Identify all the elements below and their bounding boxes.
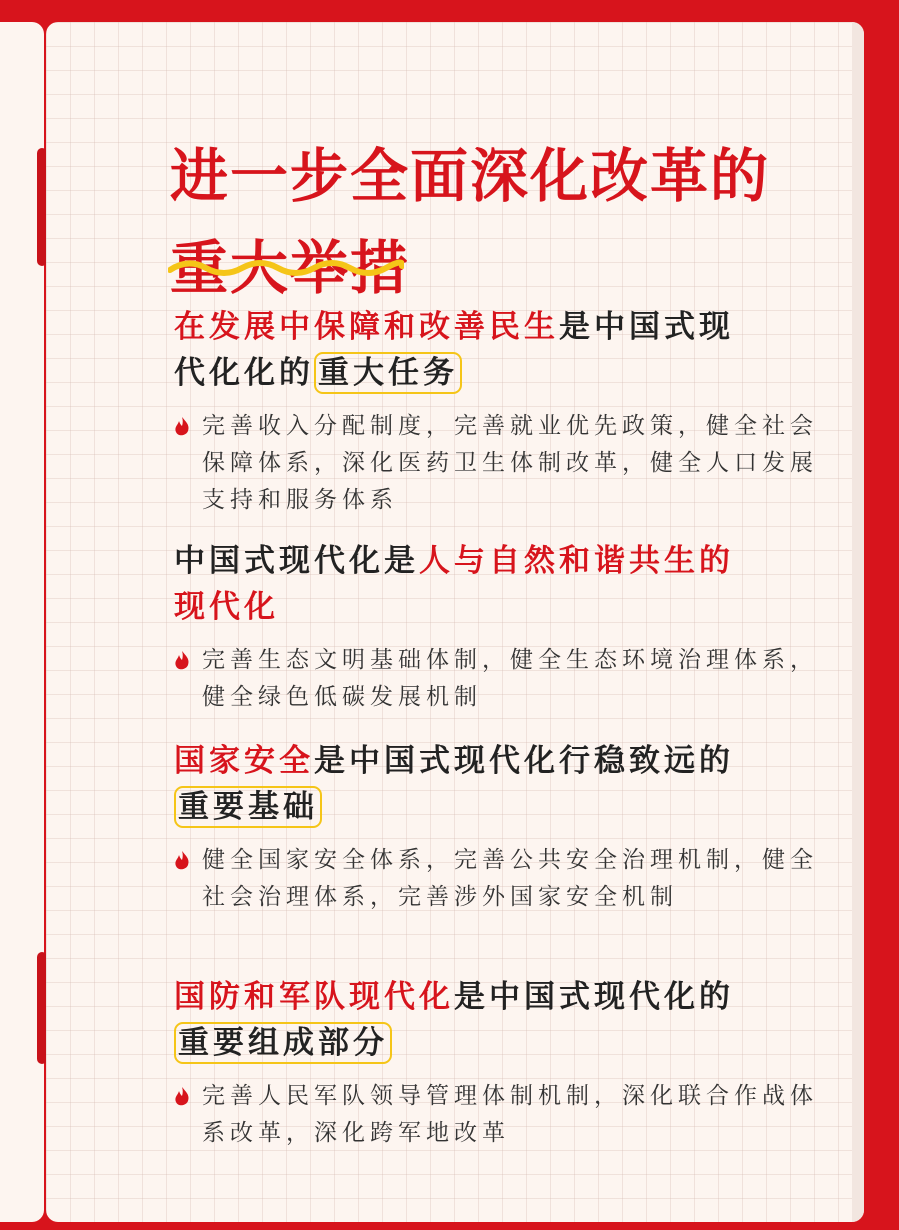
section-heading [174, 974, 824, 1066]
page-edge [852, 22, 864, 1222]
heading-black-text: 是中国式现代化的 [454, 979, 734, 1015]
section-defense [174, 974, 824, 1152]
heading-black-text: 是中国式现代化行稳致远的 [314, 743, 734, 779]
heading-red-text: 在发展中保障和改善民生 [174, 309, 559, 345]
section-security [174, 738, 824, 916]
section-body [174, 408, 824, 519]
flame-bullet-icon [174, 1087, 190, 1107]
flame-bullet-icon [174, 851, 190, 871]
flame-bullet-icon [174, 651, 190, 671]
heading-red-text: 现代化 [174, 589, 279, 625]
heading-black-text: 代化化的 [174, 355, 314, 391]
heading-black-text: 是中国式现 [559, 309, 734, 345]
section-body [174, 642, 824, 716]
section-heading [174, 304, 824, 396]
notebook-page [46, 22, 864, 1222]
highlight-box: 重要组成部分 [174, 1022, 392, 1064]
squiggle-underline [168, 256, 404, 280]
section-body-text: 完善人民军队领导管理体制机制，深化联合作战体系改革，深化跨军地改革 [202, 1083, 818, 1146]
flame-bullet-icon [174, 417, 190, 437]
section-body-text: 健全国家安全体系，完善公共安全治理机制，健全社会治理体系，完善涉外国家安全机制 [202, 847, 818, 910]
page-title [170, 130, 770, 314]
section-nature [174, 538, 824, 716]
section-heading [174, 738, 824, 830]
heading-red-text: 人与自然和谐共生的 [419, 543, 734, 579]
heading-red-text: 国防和军队现代化 [174, 979, 454, 1015]
title-line-2: 重大举措 [170, 234, 411, 302]
highlight-box: 重要基础 [174, 786, 322, 828]
highlight-box: 重大任务 [314, 352, 462, 394]
section-body-text: 完善生态文明基础体制，健全生态环境治理体系，健全绿色低碳发展机制 [202, 647, 818, 710]
section-body-text: 完善收入分配制度，完善就业优先政策，健全社会保障体系，深化医药卫生体制改革，健全人口发展支持和服务体系 [202, 413, 818, 513]
section-heading [174, 538, 824, 630]
heading-black-text: 中国式现代化是 [174, 543, 419, 579]
title-line-1: 进一步全面深化改革的 [170, 142, 771, 210]
heading-red-text: 国家安全 [174, 743, 314, 779]
section-body [174, 1078, 824, 1152]
section-livelihood [174, 304, 824, 519]
section-body [174, 842, 824, 916]
